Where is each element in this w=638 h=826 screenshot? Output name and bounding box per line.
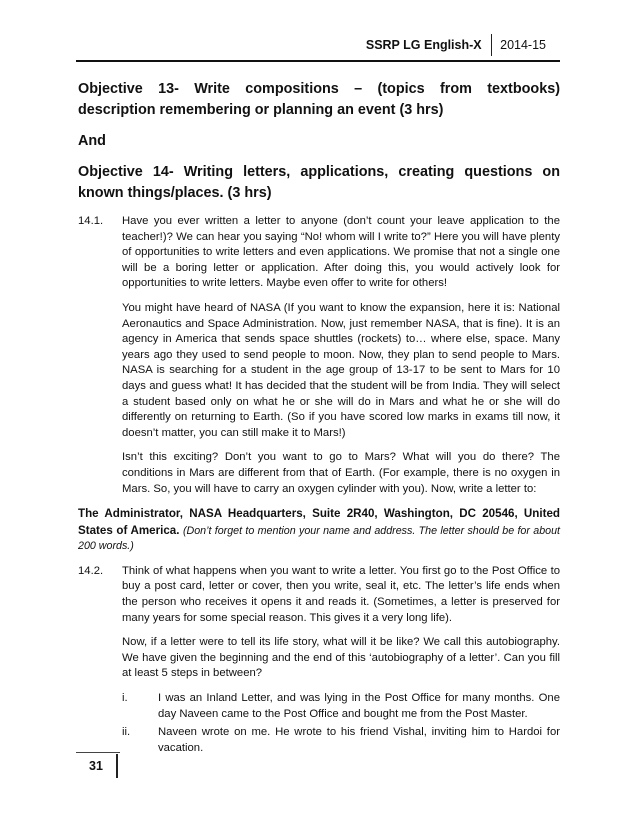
document-year: 2014-15: [500, 38, 546, 52]
section-paragraph: Now, if a letter were to tell its life story, what will it be like? We call this autobiography. We have given the beginning and the end of this ‘autobiography of a letter’. Can you fill at least 5 steps in between?: [122, 636, 560, 680]
and-label: And: [78, 133, 106, 149]
list-item: [122, 725, 560, 756]
page-header: [366, 34, 546, 56]
section-paragraph: Isn’t this exciting? Don’t you want to go to Mars? What will you do there? The conditions in Mars are different from that of Earth. (For example, there is no oxygen in Mars. So, you will have to carry an oxygen cylinder with you). Now, write a letter to:: [122, 451, 560, 495]
footer-rule: [76, 752, 120, 753]
letter-instructions: (Don’t forget to mention your name and address. The letter should be for about 200 words.): [78, 524, 561, 553]
section-number: 14.1.: [78, 215, 104, 227]
objective-14-heading: Objective 14- Writing letters, applications, creating questions on known things/places. (3 hrs): [78, 164, 560, 201]
letter-address-block: [78, 506, 560, 555]
list-numeral: ii.: [122, 726, 131, 739]
section-number: 14.2.: [78, 564, 104, 577]
footer-divider: [116, 754, 118, 778]
page-content: [78, 79, 560, 759]
header-rule: [76, 60, 560, 62]
section-paragraph: Have you ever written a letter to anyone (don’t count your leave application to the teacher!)? We can hear you saying “No! whom will I write to?” Here you will have plenty of opportunities to write letters and even applications. We promise that not a single one will be a boring letter or application. After doing this, you would actively look for opportunities to write letters. Maybe even offer to write for others!: [122, 215, 560, 290]
list-item-text: I was an Inland Letter, and was lying in the Post Office for many months. One day Naveen came to the Post Office and bought me from the Post Master.: [158, 692, 560, 720]
letter-address: The Administrator, NASA Headquarters, Suite 2R40, Washington, DC 20546, United States of America.: [78, 507, 560, 537]
section-14-1-intro: [78, 214, 560, 292]
list-numeral: i.: [122, 692, 128, 705]
list-item-text: Naveen wrote on me. He wrote to his friend Vishal, inviting him to Hardoi for vacation.: [158, 726, 560, 754]
autobiography-steps-list: [78, 691, 560, 756]
section-14-2-intro: [78, 564, 560, 626]
objective-13-heading: Objective 13- Write compositions – (topics from textbooks) description remembering or planning an event (3 hrs): [78, 81, 560, 118]
section-paragraph: You might have heard of NASA (If you want to know the expansion, here it is: National Aeronautics and Space Administration. Now, just remember NASA, that is fine). It is an agency in America that sends space shuttles (rockets) to… where else, space. Many years ago they used to send people to moon. Now, they plan to send people to Mars. NASA is searching for a student in the age group of 13-17 to be sent to Mars for 10 days and guess what! It has decided that the student will be from India. They will select a student based only on what he or she will do in Mars and what he or she will do differently on returning to Earth. (So if you have scored low marks in exams till now, it doesn’t matter, you can still make it to Mars!): [122, 301, 560, 439]
list-item: [122, 691, 560, 722]
page-footer: [76, 754, 118, 778]
page-number: 31: [89, 759, 103, 773]
document-title: SSRP LG English-X: [365, 38, 482, 52]
section-paragraph: Think of what happens when you want to write a letter. You first go to the Post Office to buy a post card, letter or cover, then you write, seal it, etc. The letter’s life ends when the person who receives it opens it and reads it. (Sometimes, a letter is preserved for many years for some special reason. This gives it a very long life).: [122, 564, 560, 624]
